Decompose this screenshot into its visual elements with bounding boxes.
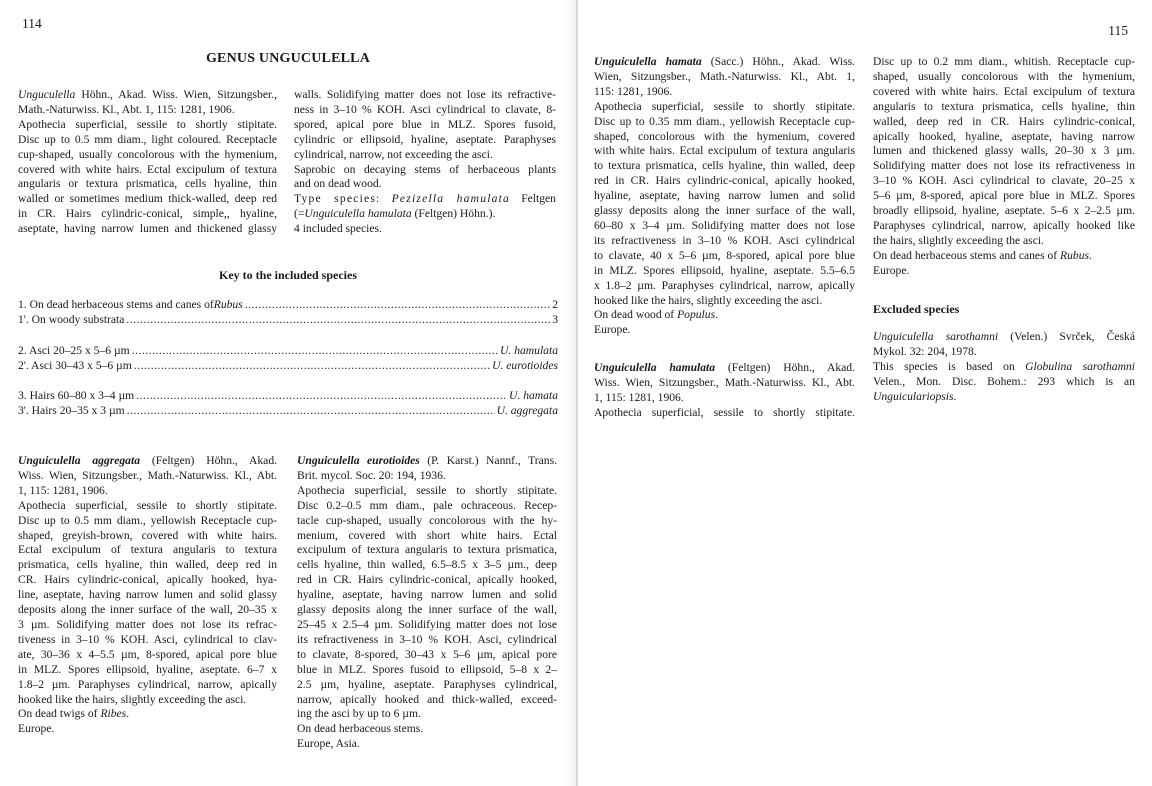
text-line: ing the asci by up to 6 µm. xyxy=(297,707,421,721)
excluded-species-line: Unguiculella sarothamni (Velen.) Svrček, Česká xyxy=(873,329,1136,343)
text-line: Velen., Mon. Disc. Bohem.: 293 which is an xyxy=(873,374,1135,388)
text-line: CR. Hairs cylindric-conical, apically hooked, hya- xyxy=(18,573,277,587)
text-line: Solidifying matter does not lose its refractiveness in xyxy=(873,159,1135,173)
text-line: 1, 115: 1281, 1906. xyxy=(594,390,684,404)
key-couplet-1: 1. On dead herbaceous stems and canes of Rubus ..... 2 xyxy=(18,298,558,313)
page-number-left: 114 xyxy=(22,16,42,31)
text-line: Wiss. Wien, Sitzungsber., Math.-Naturwiss. Kl., Abt. xyxy=(594,375,855,389)
text-line: walled, deep red in CR. Hairs cylindric-conical, xyxy=(873,114,1135,128)
text-line: shaped, greyish-brown, covered with white hairs. xyxy=(18,528,277,542)
right-page xyxy=(578,0,1152,786)
species-name: Unguiculella eurotioides xyxy=(297,454,420,467)
excluded-species-name: Unguiculella sarothamni xyxy=(873,329,999,343)
text-line: tiveness in 3–10 % KOH. Asci, cylindrical to clav- xyxy=(18,632,277,646)
text-line: Saprobic on decaying stems of herbaceous plants xyxy=(294,162,556,176)
key-destination: 3 xyxy=(552,313,558,326)
species-hamulata xyxy=(594,361,855,421)
text-line: Apothecia superficial, sessile to shortly stipitate. xyxy=(297,483,557,497)
text-line: its refractiveness in 3–10 % KOH. Asci, cylindrical xyxy=(297,632,557,646)
genus-description-col2 xyxy=(294,88,556,237)
excluded-species-section xyxy=(873,302,1135,404)
species-heading: Unguiculella hamata (Sacc.) Höhn., Akad. Wiss. xyxy=(594,55,855,68)
key-group-2 xyxy=(18,344,558,374)
text-line: deposits along the inner surface of the wall, 20–35 x xyxy=(18,603,277,617)
text-line: tacle cup-shaped, usually concolorous with the hy- xyxy=(297,513,557,527)
species-name: Unguiculella aggregata xyxy=(18,454,141,467)
key-group-3 xyxy=(18,389,558,419)
text-line: 3–10 % KOH. Asci cylindrical to clavate, 20–25 x xyxy=(873,174,1135,188)
type-species-line: Type species: Pezizella hamulata Feltgen xyxy=(294,192,556,206)
text-line: angularis to textura prismatica, cells hyaline, thin xyxy=(873,99,1135,113)
text-line: 25–45 x 2.5–4 µm. Solidifying matter does not lose xyxy=(297,617,557,631)
key-couplet-3: 3. Hairs 60–80 x 3–4 µm ..... U. hamata xyxy=(18,389,558,404)
text-line: in MLZ. Spores ellipsoid, hyaline, aseptate. 5.5–6.5 xyxy=(594,263,855,277)
text-line: covered with white hairs. Ectal excipulum of textura xyxy=(18,162,277,176)
genus-description-col1 xyxy=(18,88,277,237)
text-line: cells hyaline, thin walled, 6.5–8.5 x 3–5 µm., deep xyxy=(297,558,557,572)
key-couplet-1-alt: 1'. On woody substrata ..... 3 xyxy=(18,313,558,328)
text-line: to clavate, 40 x 5–6 µm, 8-spored, apical pore blue xyxy=(594,248,855,262)
text-line: lumen and thickened glassy walls, 20–30 x 3 µm. xyxy=(873,144,1135,158)
type-synonym-line: (=Unguiculella hamulata (Feltgen) Höhn.). xyxy=(294,207,496,221)
excluded-heading: Excluded species xyxy=(873,302,960,316)
species-heading: Unguiculella eurotioides (P. Karst.) Nannf., Trans. xyxy=(297,454,557,467)
text-line: Disc up to 0.5 mm diam., light coloured. Receptacle xyxy=(18,132,277,146)
species-distribution: Europe. xyxy=(594,323,631,337)
text-line: x 1.8–2 µm. Paraphyses cylindrical, narrow, apically xyxy=(594,278,855,292)
species-heading: Unguiculella aggregata (Feltgen) Höhn., Akad. xyxy=(18,454,278,467)
text-line: hooked like the hairs, slightly exceeding the asci. xyxy=(594,293,823,307)
genus-citation-line: Unguculella Höhn., Akad. Wiss. Wien, Sitzungsber., xyxy=(18,88,277,101)
key-destination: U. hamata xyxy=(509,389,558,402)
page-number-right: 115 xyxy=(1108,23,1128,38)
text-line: blue in MLZ. Spores fusoid to ellipsoid, 5–8 x 2– xyxy=(297,662,557,676)
genus-title: GENUS UNGUCULELLA xyxy=(205,51,371,66)
key-couplet-3-alt: 3'. Hairs 20–35 x 3 µm ..... U. aggregata xyxy=(18,404,558,419)
text-line: cup-shaped, usually concolorous with the hymenium, xyxy=(18,147,277,161)
text-line: 115: 1281, 1906. xyxy=(594,84,673,98)
text-line: This species is based on Globulina sarothamni xyxy=(873,359,1135,373)
species-distribution: Europe, Asia. xyxy=(297,737,360,751)
text-line: cylindric or ellipsoid, hyaline, aseptate. Paraphyses xyxy=(294,132,556,146)
text-line: broadly ellipsoid, hyaline, aseptate. 5–6 x 2–2.5 µm. xyxy=(873,204,1135,218)
text-line: and on dead wood. xyxy=(294,177,382,191)
text-line: ate, 30–36 x 4–5.5 µm, 8-spored, apical pore blue xyxy=(18,647,277,661)
genus-name: Unguculella xyxy=(18,88,76,101)
text-line: red in CR. Hairs cylindric-conical, apically hooked, xyxy=(297,573,557,587)
text-line: to textura prismatica, cells hyaline, thin walled, deep xyxy=(594,159,855,173)
species-eurotioides xyxy=(297,454,557,752)
key-destination: 2 xyxy=(552,298,558,311)
type-species-label: Type species: xyxy=(294,192,381,206)
text-line: Wien, Sitzungsber., Math.-Naturwiss. Kl., Abt. 1, xyxy=(594,69,855,83)
text-line: its refractiveness in 3–10 % KOH. Asci cylindrical xyxy=(594,233,855,247)
text-line: glassy deposits along the inner surface of the wall, xyxy=(297,603,557,617)
key-destination: U. hamulata xyxy=(500,344,558,357)
text-line: with white hairs. Ectal excipulum of textura angularis xyxy=(594,144,855,158)
text-line: angularis or textura prismatica, cells hyaline, thin xyxy=(18,177,277,191)
text-line: Disc up to 0.5 mm diam., yellowish Receptacle cup- xyxy=(18,513,277,527)
key-group-1 xyxy=(18,298,558,328)
text-line: 3 µm. Solidifying matter does not lose its refrac- xyxy=(18,617,277,631)
text-line: ness in 3–10 % KOH. Asci cylindrical to clavate, 8- xyxy=(294,102,556,116)
text-line: Apothecia superficial, sessile to shortly stipitate. xyxy=(18,498,277,512)
text-line: Apothecia superficial, sessile to shortly stipitate. xyxy=(594,405,855,419)
text-line: 60–80 x 3–4 µm. Solidifying matter does not lose xyxy=(594,218,855,232)
key-destination: U. eurotioides xyxy=(492,359,558,372)
included-count: 4 included species. xyxy=(294,222,382,236)
text-line: aseptate, having narrow lumen and thickened glassy xyxy=(18,222,277,236)
key-couplet-2-alt: 2'. Asci 30–43 x 5–6 µm ..... U. eurotioides xyxy=(18,359,558,374)
text-line: menium, covered with short white hairs. Ectal xyxy=(297,528,557,542)
text-line: 2.5 µm, hyaline, aseptate. Paraphyses cylindrical, xyxy=(297,677,557,691)
text-line: Apothecia superficial, sessile to shortly stipitate. xyxy=(594,99,855,113)
text-line: the hairs, slightly exceeding the asci. xyxy=(873,233,1044,247)
text-line: Apothecia superficial, sessile to shortly stipitate. xyxy=(18,117,277,131)
text-line: 1, 115: 1281, 1906. xyxy=(18,483,108,497)
text-line: 5–6 µm, 8-spored, apical pore blue in MLZ. Spores xyxy=(873,189,1135,203)
text-line: Disc up to 0.2 mm diam., whitish. Receptacle cup- xyxy=(873,55,1135,68)
species-distribution: Europe. xyxy=(18,722,55,736)
text-line: prismatica, cells hyaline, thin walled, deep red in xyxy=(18,558,277,572)
text-line: to clavate, 8-spored, 30–43 x 5–6 µm, apical pore xyxy=(297,647,557,661)
text-line: hooked like the hairs, slightly exceeding the asci. xyxy=(18,692,247,706)
text-line: Unguiculariopsis. xyxy=(873,389,957,403)
text-line: Math.-Naturwiss. Kl., Abt. 1, 115: 1281, 1906. xyxy=(18,102,235,116)
species-distribution: Europe. xyxy=(873,263,910,277)
species-substrate: On dead herbaceous stems and canes of Rubus. xyxy=(873,248,1092,262)
text-line: Disc 0.2–0.5 mm diam., pale ochraceous. Recep- xyxy=(297,498,557,512)
species-heading: Unguiculella hamulata (Feltgen) Höhn., Akad. xyxy=(594,361,856,374)
type-species-name: Pezizella hamulata xyxy=(391,192,511,206)
text-line: Mykol. 32: 204, 1978. xyxy=(873,344,977,358)
species-substrate: On dead twigs of Ribes. xyxy=(18,707,130,721)
text-line: apically hooked, hyaline, aseptate, having narrow xyxy=(873,129,1135,143)
species-name: Unguiculella hamulata xyxy=(594,361,716,374)
text-line: covered with white hairs. Ectal excipulum of textura xyxy=(873,84,1135,98)
text-line: Disc up to 0.35 mm diam., yellowish Receptacle cup- xyxy=(594,114,855,128)
text-line: cylindrical, narrow, not exceeding the asci. xyxy=(294,147,493,161)
key-destination: U. aggregata xyxy=(496,404,558,417)
text-line: shaped, usually concolorous with the hymenium, xyxy=(873,69,1135,83)
key-couplet-2: 2. Asci 20–25 x 5–6 µm ..... U. hamulata xyxy=(18,344,558,359)
text-line: walled or sometimes medium thick-walled, deep red xyxy=(18,192,277,206)
text-line: in CR. Hairs cylindric-conical, simple,, hyaline, xyxy=(18,207,277,221)
text-line: walls. Solidifying matter does not lose its refractive- xyxy=(294,88,556,101)
text-line: Brit. mycol. Soc. 20: 194, 1936. xyxy=(297,468,446,482)
text-line: red in CR. Hairs cylindric-conical, apically hooked, xyxy=(594,174,855,188)
text-line: Wiss. Wien, Sitzungsber., Math.-Naturwiss. Kl., Abt. xyxy=(18,468,277,482)
species-substrate: On dead wood of Populus. xyxy=(594,308,718,322)
species-hamata xyxy=(594,55,855,338)
species-hamulata-continued xyxy=(873,55,1135,279)
text-line: shaped, concolorous with the hymenium, covered xyxy=(594,129,855,143)
text-line: Paraphyses cylindrical, narrow, apically hooked like xyxy=(873,218,1135,232)
text-line: line, aseptate, having narrow lumen and solid glassy xyxy=(18,588,277,602)
text-line: hyaline, aseptate, having narrow lumen and solid xyxy=(594,189,855,203)
species-name: Unguiculella hamata xyxy=(594,55,702,68)
text-line: excipulum of textura angularis to textura prismatica, xyxy=(297,543,557,557)
text-line: Ectal excipulum of textura angularis to textura xyxy=(18,543,277,557)
species-aggregata xyxy=(18,454,277,737)
text-line: in MLZ. Spores ellipsoid, hyaline, aseptate. 6–7 x xyxy=(18,662,277,676)
text-line: 1.8–2 µm. Paraphyses cylindrical, narrow, apically xyxy=(18,677,277,691)
text-line: narrow, apically hooked and thick-walled, exceed- xyxy=(297,692,557,706)
text-line: glassy deposits along the inner surface of the wall, xyxy=(594,204,855,218)
species-substrate: On dead herbaceous stems. xyxy=(297,722,424,736)
text-line: spored, apical pore blue in MLZ. Spores fusoid, xyxy=(294,117,556,131)
text-line: hyaline, aseptate, having narrow lumen and solid xyxy=(297,588,557,602)
key-title: Key to the included species xyxy=(219,268,357,282)
